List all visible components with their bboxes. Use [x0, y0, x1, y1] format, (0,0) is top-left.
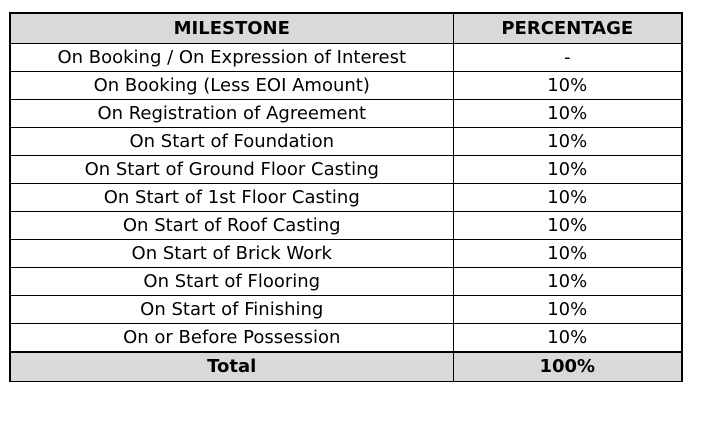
total-label: Total: [10, 352, 453, 382]
milestone-cell: On Booking (Less EOI Amount): [10, 72, 453, 100]
percentage-cell: 10%: [453, 240, 682, 268]
table-row: [10, 156, 682, 184]
total-percentage: 100%: [453, 352, 682, 382]
percentage-cell: -: [453, 44, 682, 72]
milestone-cell: On Booking / On Expression of Interest: [10, 44, 453, 72]
table-row: [10, 324, 682, 353]
percentage-cell: 10%: [453, 100, 682, 128]
table-row: [10, 296, 682, 324]
milestone-cell: On or Before Possession: [10, 324, 453, 353]
milestone-cell: On Start of Flooring: [10, 268, 453, 296]
milestone-cell: On Start of Finishing: [10, 296, 453, 324]
percentage-cell: 10%: [453, 268, 682, 296]
payment-milestone-table: [9, 12, 683, 382]
table-header-row: [10, 13, 682, 44]
percentage-cell: 10%: [453, 184, 682, 212]
total-row: [10, 352, 682, 382]
milestone-cell: On Start of Roof Casting: [10, 212, 453, 240]
milestone-cell: On Registration of Agreement: [10, 100, 453, 128]
percentage-cell: 10%: [453, 72, 682, 100]
milestone-cell: On Start of Brick Work: [10, 240, 453, 268]
header-milestone: MILESTONE: [10, 13, 453, 44]
percentage-cell: 10%: [453, 156, 682, 184]
table-row: [10, 212, 682, 240]
table-row: [10, 100, 682, 128]
table-row: [10, 44, 682, 72]
percentage-cell: 10%: [453, 212, 682, 240]
table-row: [10, 268, 682, 296]
table-row: [10, 128, 682, 156]
percentage-cell: 10%: [453, 324, 682, 353]
milestone-cell: On Start of Foundation: [10, 128, 453, 156]
percentage-cell: 10%: [453, 128, 682, 156]
table-row: [10, 72, 682, 100]
table-row: [10, 184, 682, 212]
milestone-cell: On Start of 1st Floor Casting: [10, 184, 453, 212]
header-percentage: PERCENTAGE: [453, 13, 682, 44]
percentage-cell: 10%: [453, 296, 682, 324]
milestone-cell: On Start of Ground Floor Casting: [10, 156, 453, 184]
table-row: [10, 240, 682, 268]
